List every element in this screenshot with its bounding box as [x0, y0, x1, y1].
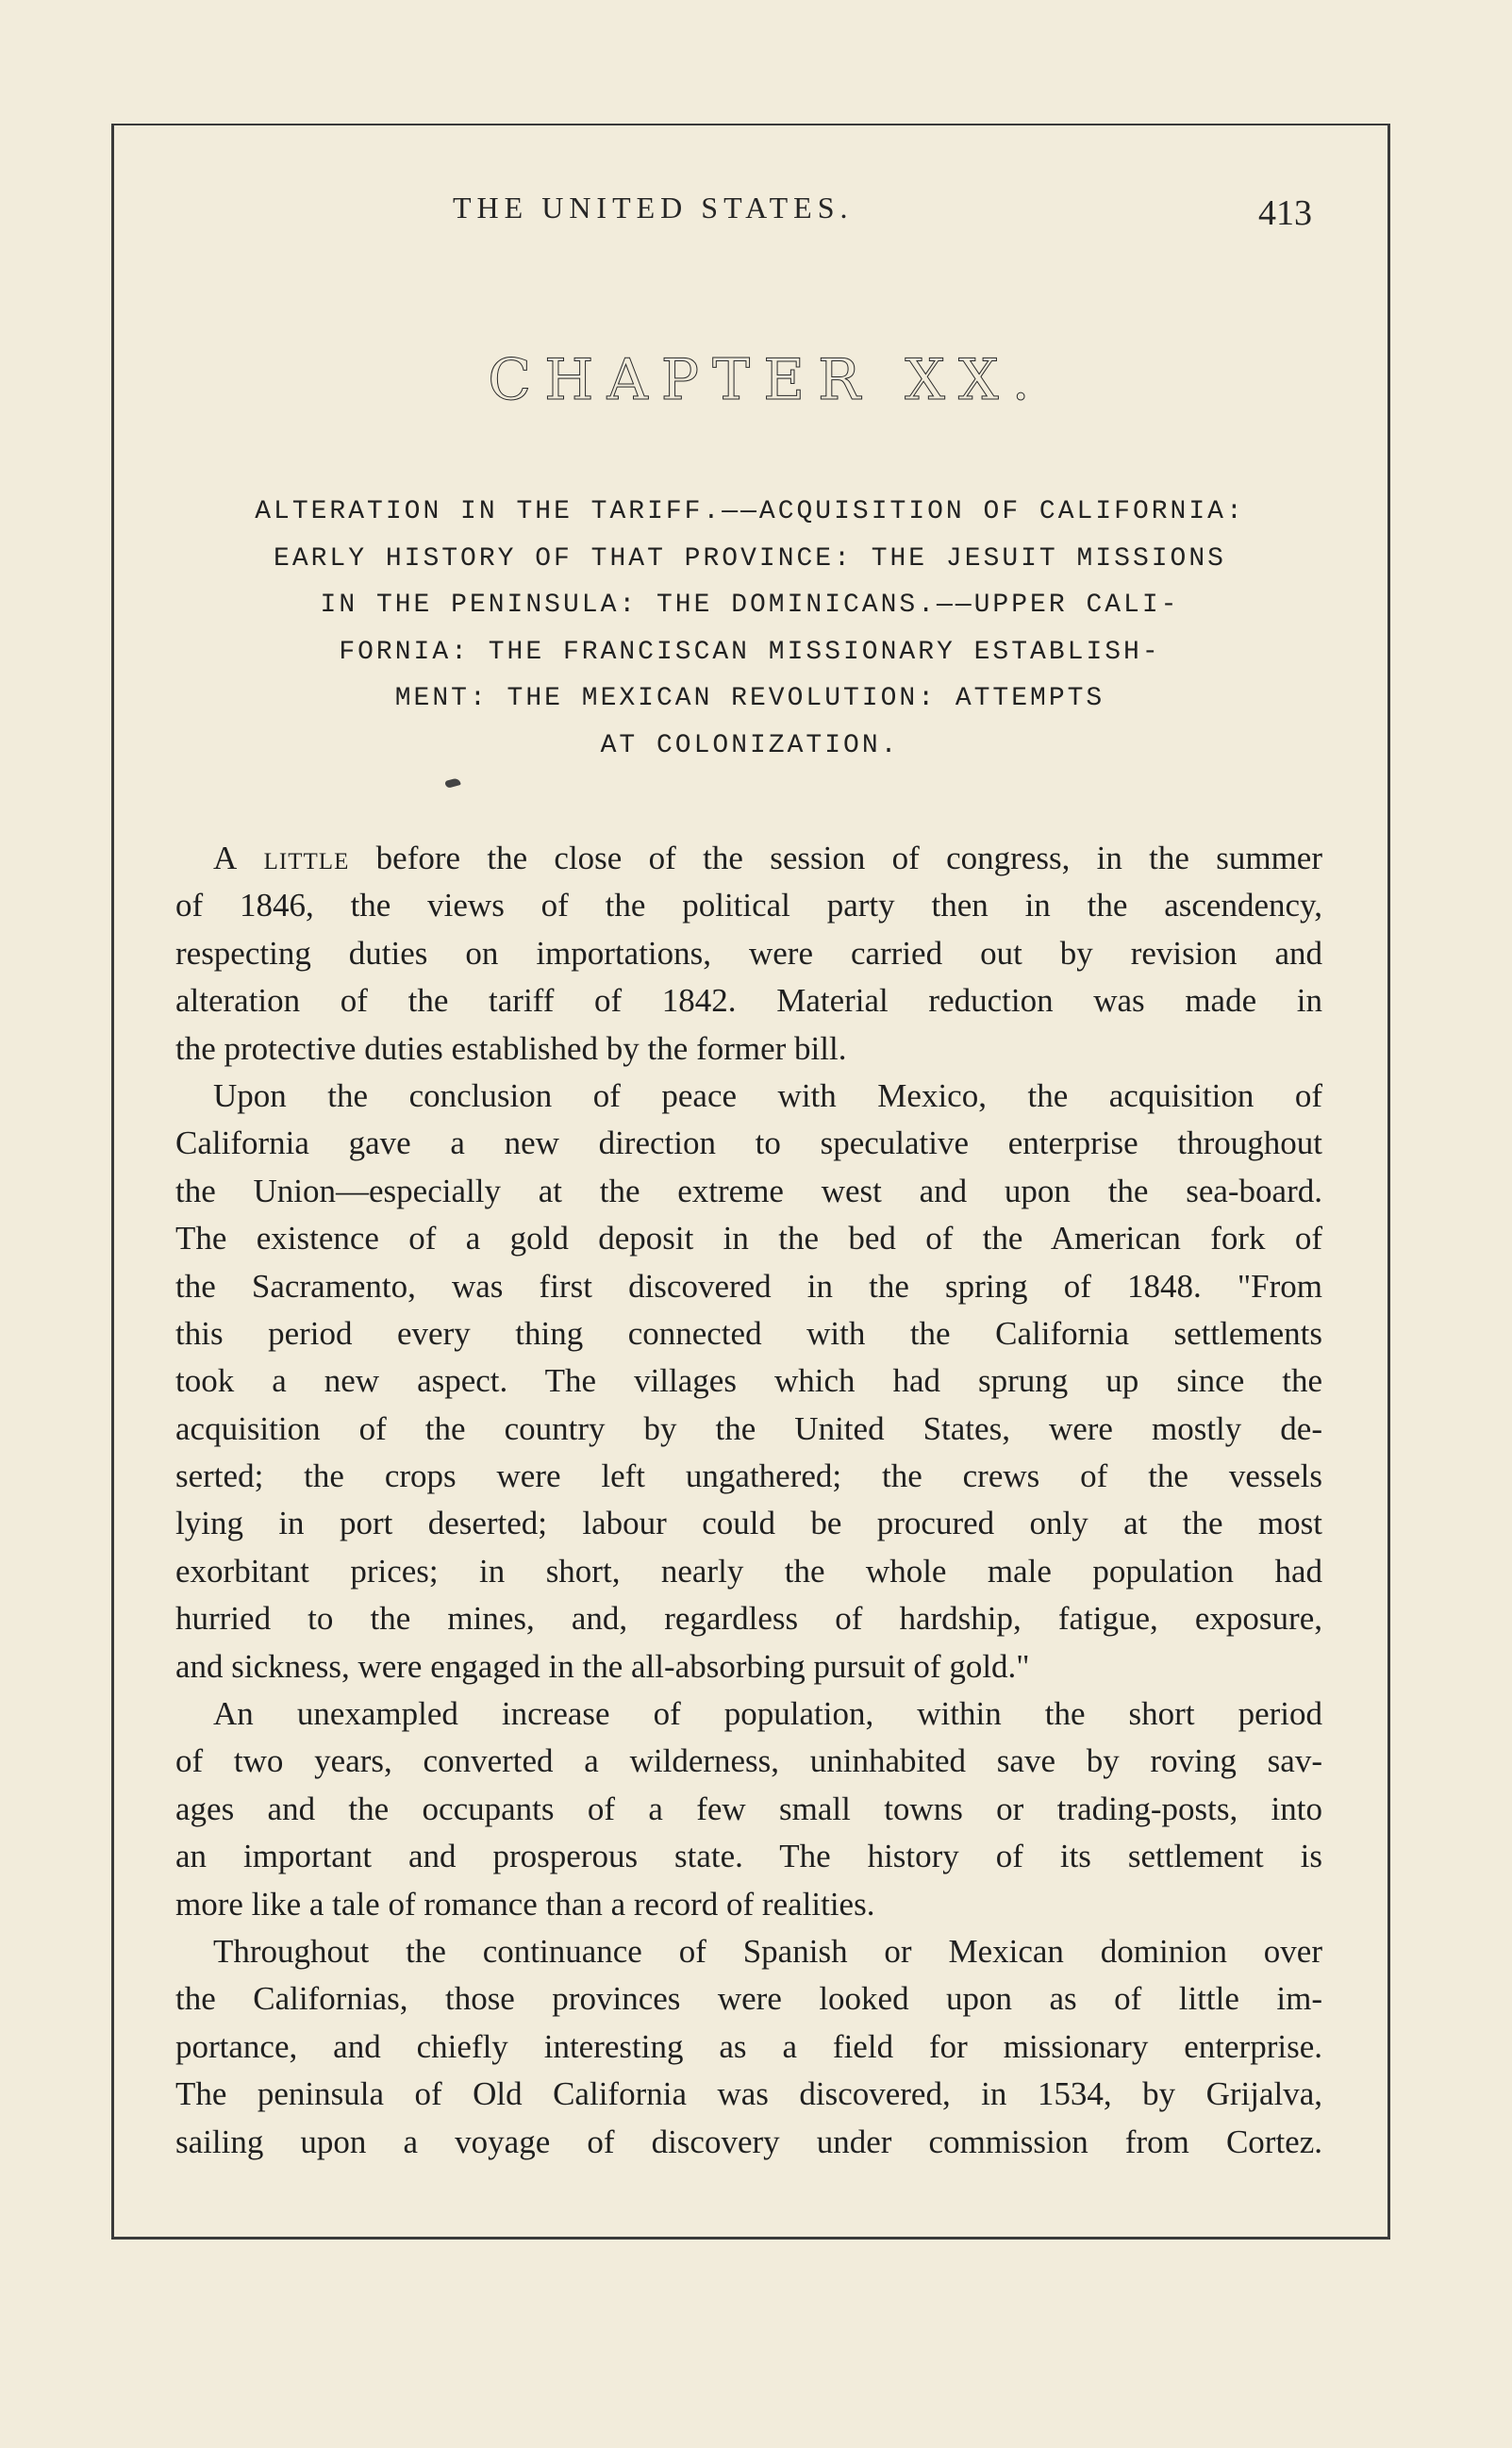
text-line: Throughout the continuance of Spanish or Mexican dominion over: [213, 1932, 1322, 1970]
text-line: and sickness, were engaged in the all-absorbing pursuit of gold.": [175, 1647, 1030, 1685]
text-line: this period every thing connected with the California settlements: [175, 1314, 1322, 1352]
text-line: an important and prosperous state. The history of its settlement is: [175, 1838, 1322, 1875]
synopsis-line: FORNIA: THE FRANCISCAN MISSIONARY ESTABLISH-: [339, 637, 1161, 667]
text-line: The peninsula of Old California was discovered, in 1534, by Grijalva,: [175, 2075, 1322, 2113]
synopsis-line: EARLY HISTORY OF THAT PROVINCE: THE JESUIT MISSIONS: [274, 543, 1226, 574]
synopsis-line: AT COLONIZATION.: [600, 730, 900, 760]
text-line: hurried to the mines, and, regardless of hardship, fatigue, exposure,: [175, 1600, 1322, 1638]
synopsis-line: MENT: THE MEXICAN REVOLUTION: ATTEMPTS: [394, 684, 1105, 713]
text-line: of 1846, the views of the political party then in the ascendency,: [175, 887, 1322, 924]
chapter-title: CHAPTER XX.: [488, 347, 1043, 413]
text-line: of two years, converted a wilderness, uninhabited save by roving sav-: [175, 1742, 1322, 1780]
running-head: THE UNITED STATES.: [453, 191, 854, 225]
text-line: the Californias, those provinces were looked upon as of little im-: [175, 1980, 1322, 2018]
text-line: ages and the occupants of a few small towns or trading-posts, into: [175, 1790, 1322, 1827]
text-line: took a new aspect. The villages which had sprung up since the: [175, 1362, 1322, 1400]
text-line: portance, and chiefly interesting as a field for missionary enterprise.: [175, 2027, 1322, 2065]
synopsis-line: IN THE PENINSULA: THE DOMINICANS.——UPPER CALI-: [320, 591, 1180, 620]
text-line: the Union—especially at the extreme west and upon the sea-board.: [175, 1172, 1322, 1209]
text-line: acquisition of the country by the United States, were mostly de-: [175, 1409, 1322, 1447]
text-line: lying in port deserted; labour could be procured only at the most: [175, 1505, 1322, 1542]
synopsis-line: ALTERATION IN THE TARIFF.——ACQUISITION OF CALIFORNIA:: [255, 497, 1245, 526]
body-text: [175, 835, 1322, 2166]
text-line: alteration of the tariff of 1842. Material reduction was made in: [175, 982, 1322, 1020]
text-line: sailing upon a voyage of discovery under commission from Cortez.: [175, 2123, 1322, 2160]
text-line: exorbitant prices; in short, nearly the whole male population had: [175, 1552, 1322, 1590]
text-line: serted; the crops were left ungathered; the crews of the vessels: [175, 1457, 1322, 1495]
text-line: more like a tale of romance than a record of realities.: [175, 1885, 875, 1923]
text-line: Upon the conclusion of peace with Mexico, the acquisition of: [213, 1076, 1322, 1114]
text-line: The existence of a gold deposit in the bed of the American fork of: [175, 1220, 1322, 1257]
text-line: the protective duties established by the former bill.: [175, 1029, 847, 1067]
text-line: An unexampled increase of population, within the short period: [213, 1695, 1322, 1733]
opening-smallcaps: A little: [213, 840, 350, 876]
text-line: the Sacramento, was first discovered in the spring of 1848. "From: [175, 1267, 1322, 1305]
text-line: A little before the close of the session of congress, in the summer: [213, 840, 1322, 876]
text-line: respecting duties on importations, were carried out by revision and: [175, 934, 1322, 972]
chapter-synopsis: [151, 489, 1349, 769]
page-number: 413: [1258, 193, 1312, 233]
text-line: California gave a new direction to speculative enterprise throughout: [175, 1124, 1322, 1162]
